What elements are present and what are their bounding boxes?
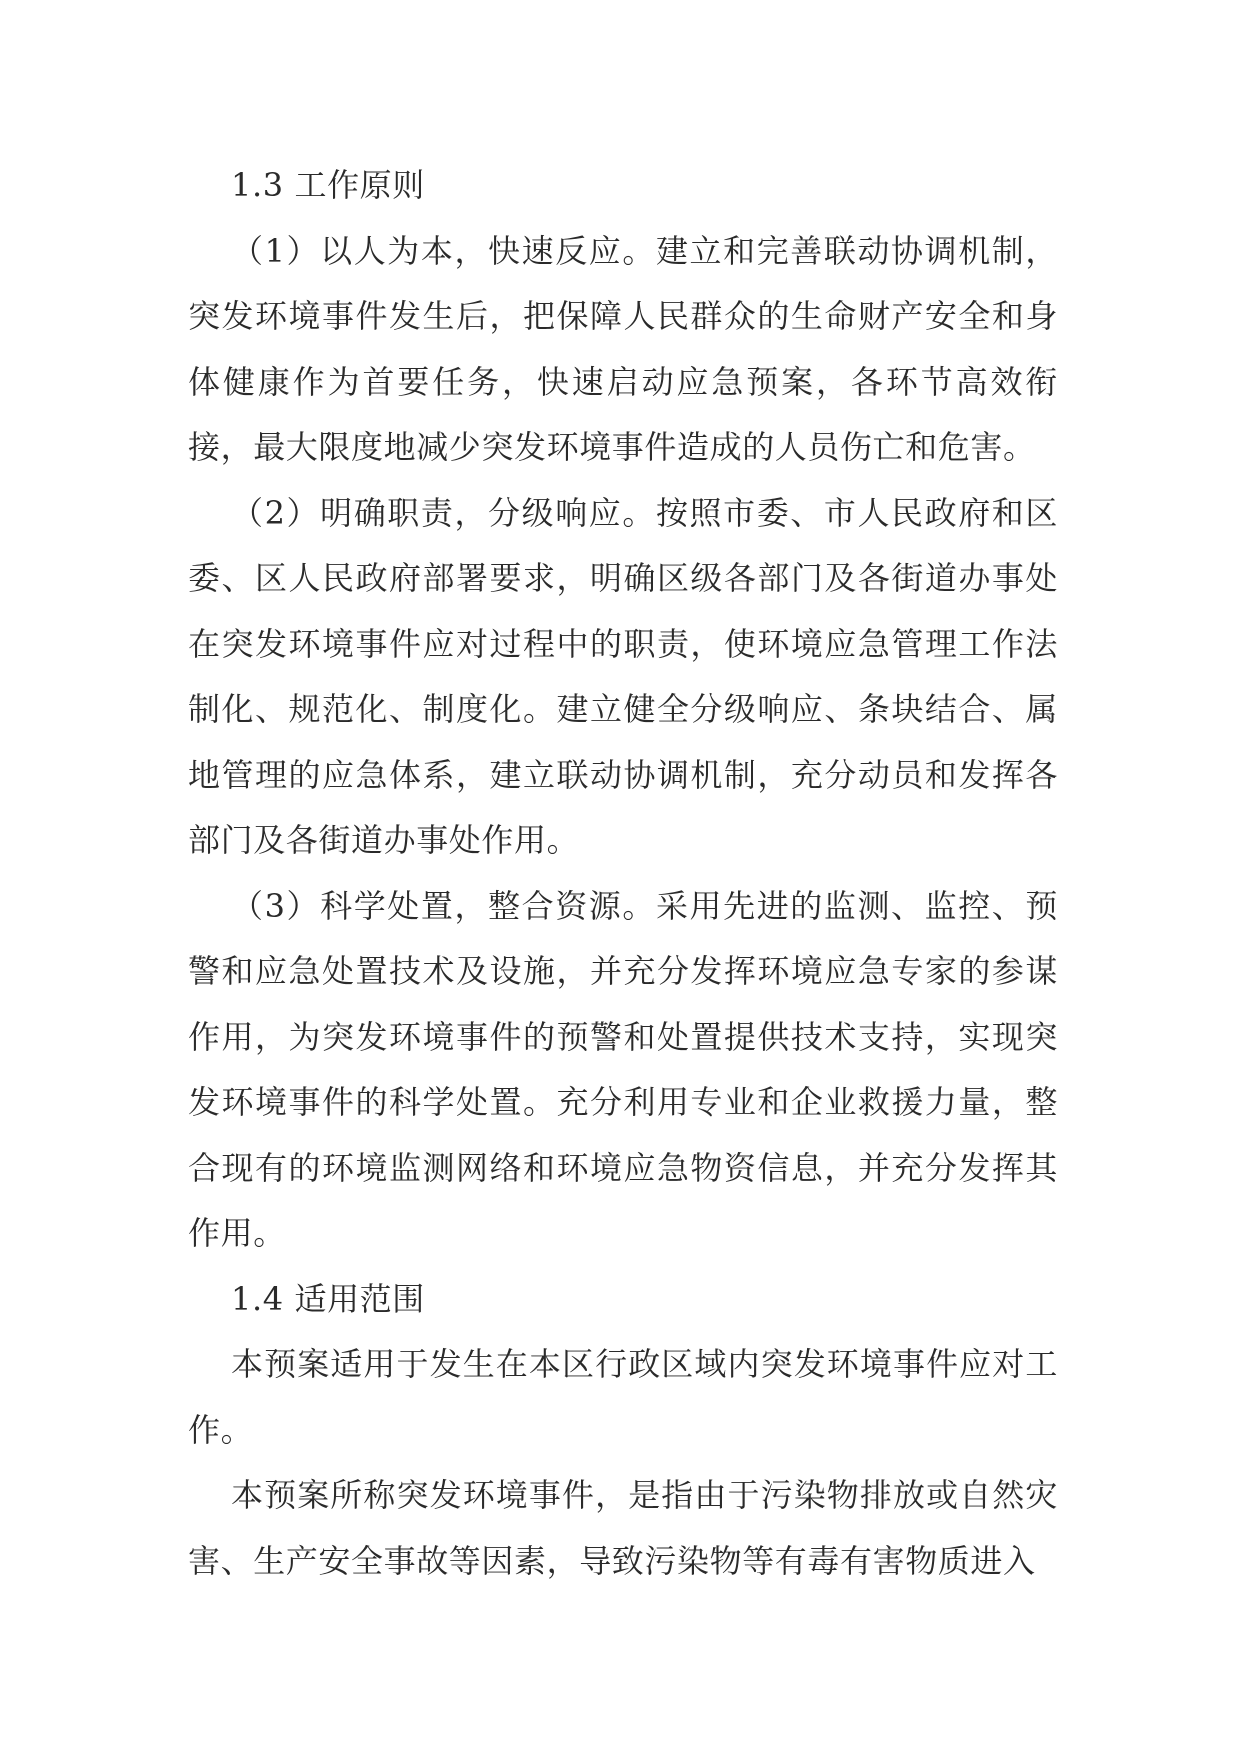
paragraph-scope-1: 本预案适用于发生在本区行政区域内突发环境事件应对工作。: [188, 1345, 1058, 1449]
section-heading-scope: 1.4 适用范围: [231, 1279, 425, 1318]
paragraph-principle-2: （2）明确职责，分级响应。按照市委、市人民政府和区委、区人民政府部署要求，明确区级各部门及各街道办事处在突发环境事件应对过程中的职责，使环境应急管理工作法制化、规范化、制度化。建立健全分级响应、条块结合、属地管理的应急体系，建立联动协调机制，充分动员和发挥各部门及各街道办事处作用。: [188, 493, 1058, 859]
paragraph-scope-2: 本预案所称突发环境事件，是指由于污染物排放或自然灾害、生产安全事故等因素，导致污染物等有毒有害物质进入: [188, 1476, 1058, 1580]
section-heading-work-principles: 1.3 工作原则: [231, 166, 425, 204]
paragraph-principle-1: （1）以人为本，快速反应。建立和完善联动协调机制，突发环境事件发生后，把保障人民群众的生命财产安全和身体健康作为首要任务，快速启动应急预案，各环节高效衔接，最大限度地减少突发环境事件造成的人员伤亡和危害。: [188, 231, 1058, 466]
paragraph-principle-3: （3）科学处置，整合资源。采用先进的监测、监控、预警和应急处置技术及设施，并充分发挥环境应急专家的参谋作用，为突发环境事件的预警和处置提供技术支持，实现突发环境事件的科学处置。充分利用专业和企业救援力量，整合现有的环境监测网络和环境应急物资信息，并充分发挥其作用。: [188, 886, 1058, 1252]
document-body: [188, 153, 1058, 1594]
